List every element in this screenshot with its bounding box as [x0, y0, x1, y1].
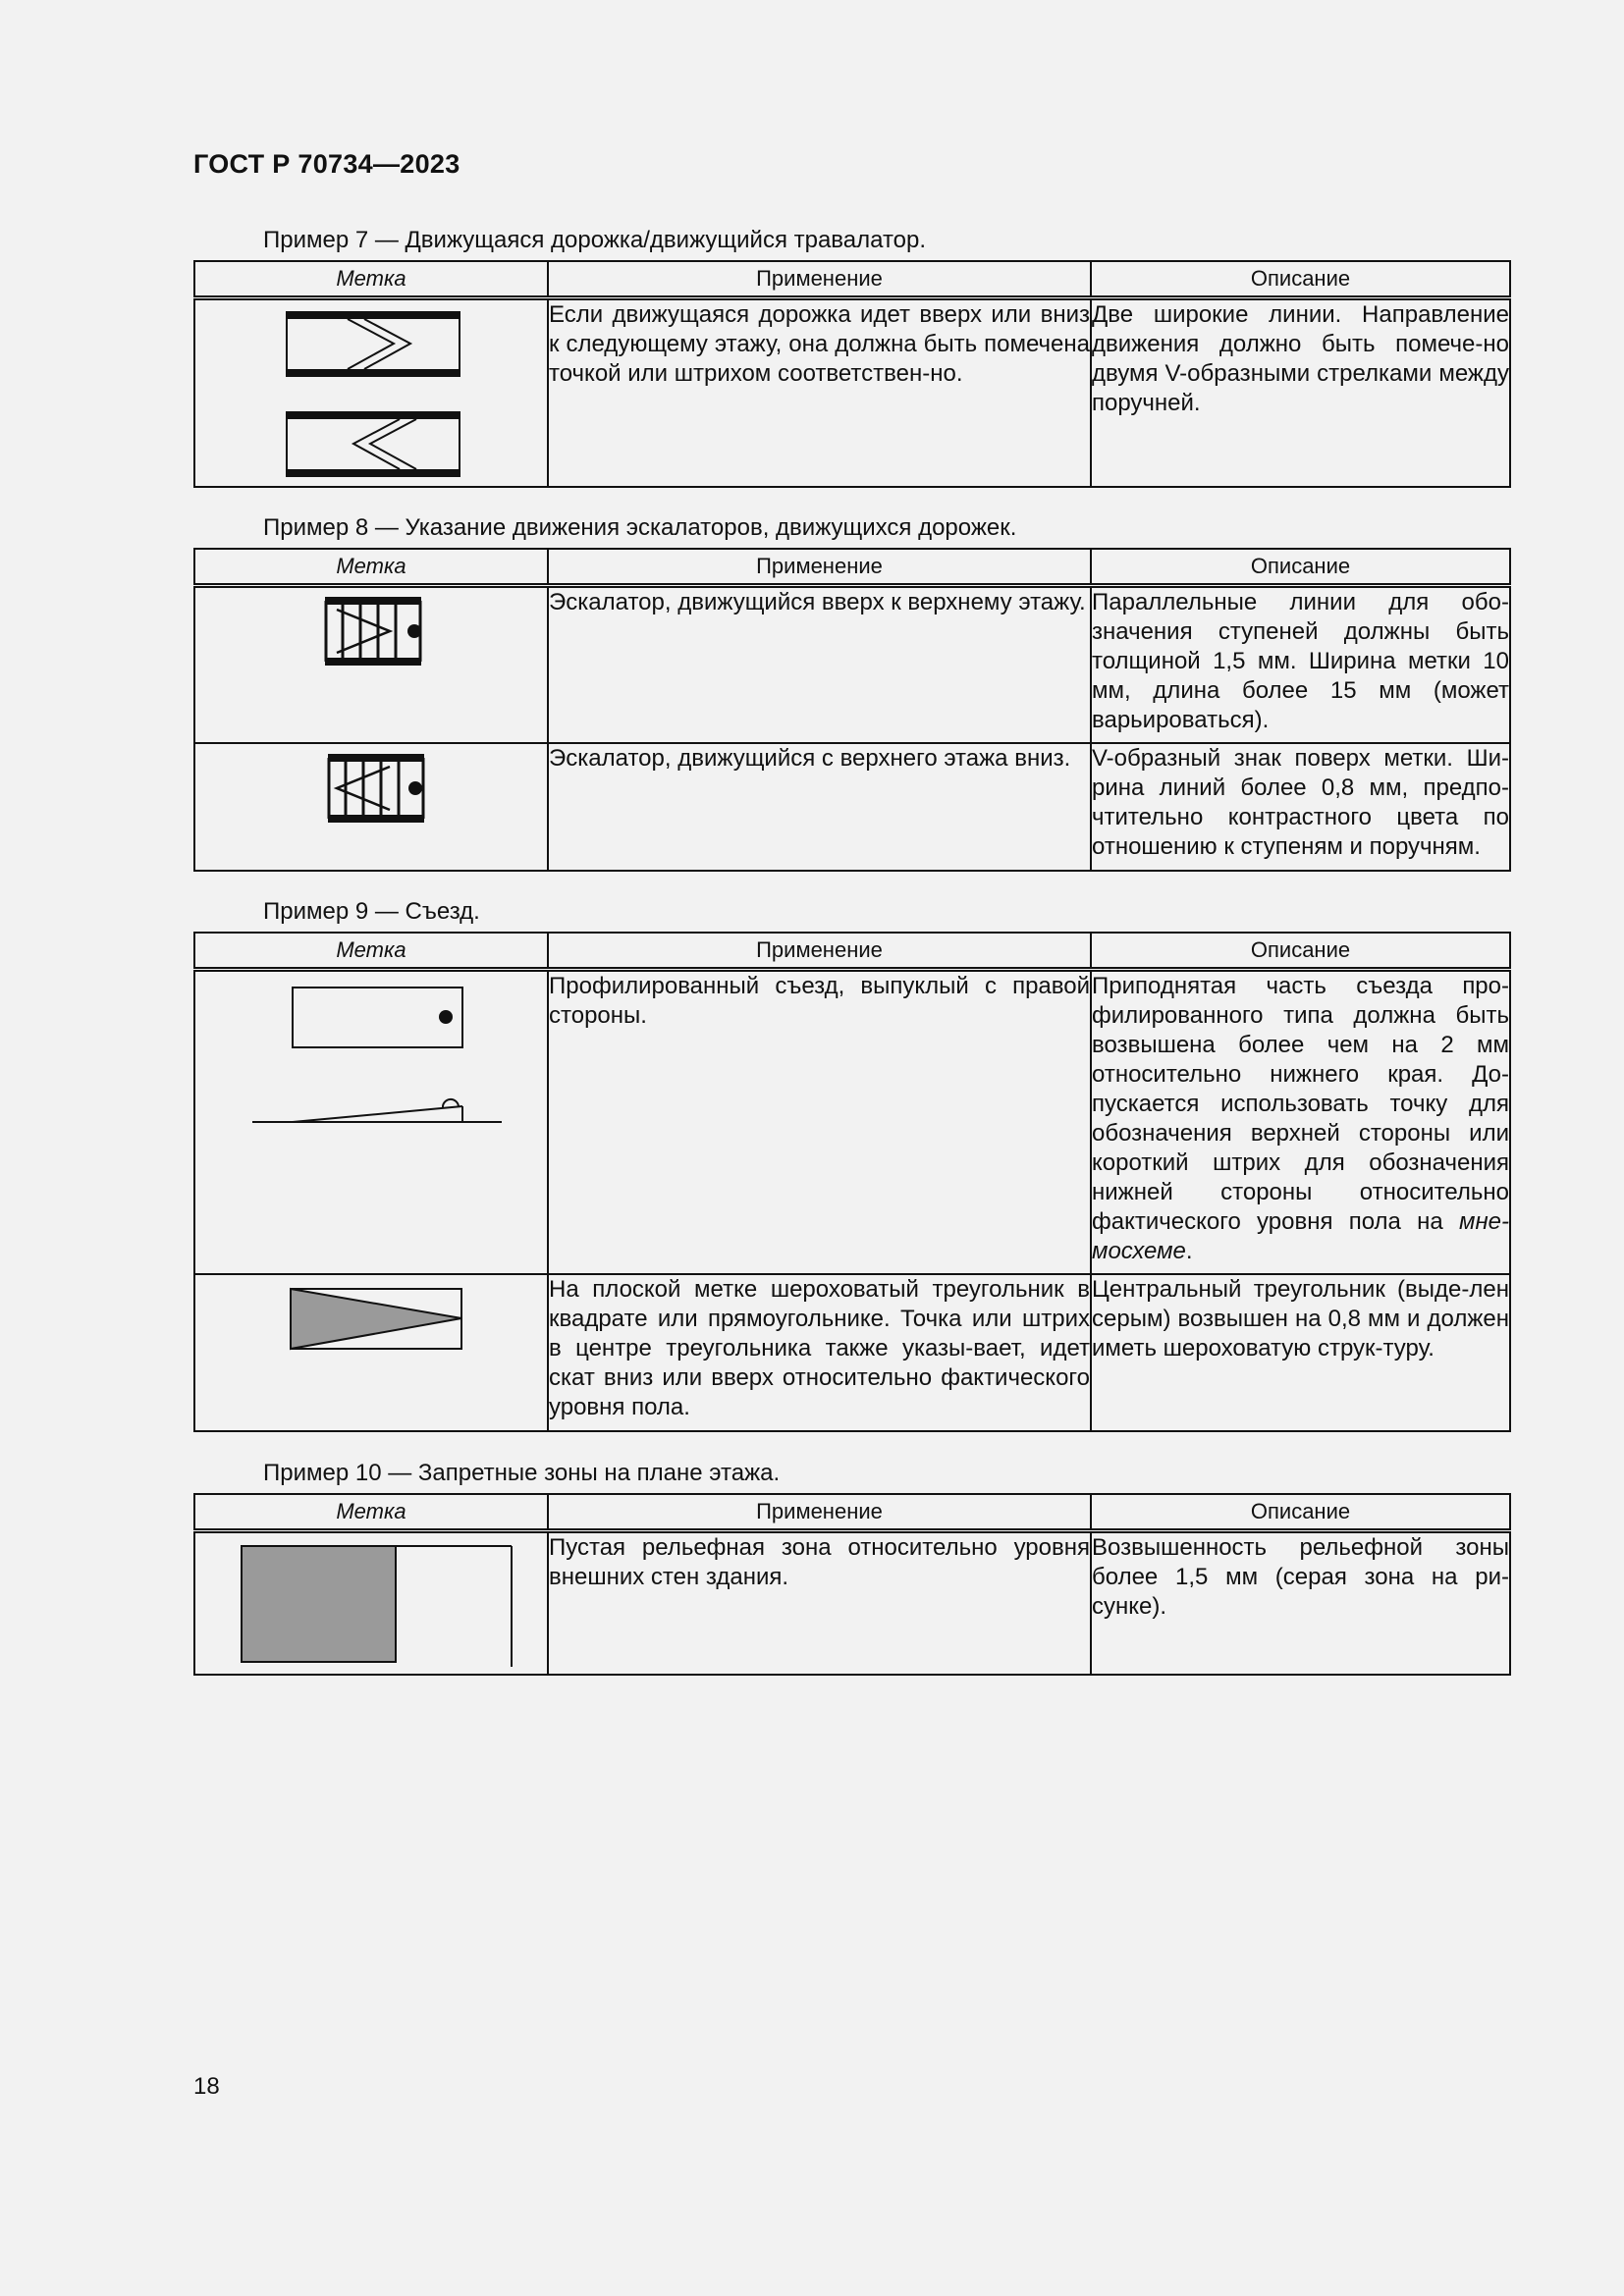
document-header: ГОСТ Р 70734—2023	[193, 149, 460, 179]
profiled-ramp-symbol-cell	[194, 970, 548, 1274]
restricted-zone-icon	[195, 1533, 549, 1675]
description-text: Две широкие линии. Направление движения должно быть помече-но двумя V-образными стрелками между поручней.	[1091, 298, 1510, 487]
restricted-zone-symbol-cell	[194, 1531, 548, 1675]
profiled-ramp-icon	[195, 972, 549, 1274]
escalator-up-symbol-cell	[194, 586, 548, 743]
page-number: 18	[193, 2073, 220, 2100]
column-header-mark: Метка	[194, 1494, 548, 1531]
table-row	[194, 298, 1510, 487]
table-row	[194, 586, 1510, 743]
application-text: На плоской метке шероховатый треугольник в квадрате или прямоугольнике. Точка или штрих в центре треугольника также указы-вает, идет скат вниз или вверх относительно фактического уровня пола.	[548, 1274, 1091, 1431]
description-text: Возвышенность рельефной зоны более 1,5 мм (серая зона на ри-сунке).	[1091, 1531, 1510, 1675]
application-text: Эскалатор, движущийся с верхнего этажа вниз.	[548, 743, 1091, 871]
escalator-down-symbol-cell	[194, 743, 548, 871]
escalator-down-icon	[195, 744, 549, 870]
column-header-application: Применение	[548, 261, 1091, 298]
column-header-description: Описание	[1091, 549, 1510, 586]
table-row	[194, 743, 1510, 871]
description-text-part: .	[1185, 1238, 1193, 1264]
example-7-table	[193, 260, 1511, 488]
column-header-mark: Метка	[194, 261, 548, 298]
application-text: Профилированный съезд, выпуклый с правой стороны.	[548, 970, 1091, 1274]
column-header-description: Описание	[1091, 1494, 1510, 1531]
description-text-part: Приподнятая часть съезда про-филированного типа должна быть возвышена более чем на 2 мм относительно нижнего края. До-пускается использовать точку для обозначения верхней стороны или короткий штрих для обозначения нижней стороны относительно фактического уровня пола на	[1092, 973, 1509, 1235]
column-header-mark: Метка	[194, 549, 548, 586]
example-10-caption: Пример 10 — Запретные зоны на плане этажа.	[263, 1460, 781, 1486]
application-text: Пустая рельефная зона относительно уровня внешних стен здания.	[548, 1531, 1091, 1675]
table-row	[194, 970, 1510, 1274]
example-9-caption: Пример 9 — Съезд.	[263, 898, 480, 925]
example-10-table	[193, 1493, 1511, 1676]
table-row	[194, 1531, 1510, 1675]
example-9-table	[193, 932, 1511, 1432]
column-header-application: Применение	[548, 1494, 1091, 1531]
travelator-symbol-cell	[194, 298, 548, 487]
escalator-up-icon	[195, 588, 549, 743]
column-header-description: Описание	[1091, 261, 1510, 298]
column-header-description: Описание	[1091, 933, 1510, 970]
column-header-application: Применение	[548, 933, 1091, 970]
example-8-caption: Пример 8 — Указание движения эскалаторов, движущихся дорожек.	[263, 514, 1017, 541]
column-header-application: Применение	[548, 549, 1091, 586]
example-7-caption: Пример 7 — Движущаяся дорожка/движущийся травалатор.	[263, 227, 927, 253]
description-text: V-образный знак поверх метки. Ши-рина линий более 0,8 мм, предпо-чтительно контрастного цвета по отношению к ступеням и поручням.	[1091, 743, 1510, 871]
rough-triangle-icon	[195, 1275, 549, 1430]
table-row	[194, 1274, 1510, 1431]
example-8-table	[193, 548, 1511, 872]
flat-ramp-symbol-cell	[194, 1274, 548, 1431]
description-text: Центральный треугольник (выде-лен серым) возвышен на 0,8 мм и должен иметь шероховатую струк-туру.	[1091, 1274, 1510, 1431]
travelator-symbols-icon	[195, 300, 549, 487]
column-header-mark: Метка	[194, 933, 548, 970]
application-text: Если движущаяся дорожка идет вверх или вниз к следующему этажу, она должна быть помечена точкой или штрихом соответствен-но.	[548, 298, 1091, 487]
description-text: Параллельные линии для обо-значения ступеней должны быть толщиной 1,5 мм. Ширина метки 10 мм, длина более 15 мм (может варьироваться).	[1091, 586, 1510, 743]
description-emphasis: мне-мосхеме	[1092, 1208, 1509, 1264]
description-text	[1091, 970, 1510, 1274]
application-text: Эскалатор, движущийся вверх к верхнему этажу.	[548, 586, 1091, 743]
